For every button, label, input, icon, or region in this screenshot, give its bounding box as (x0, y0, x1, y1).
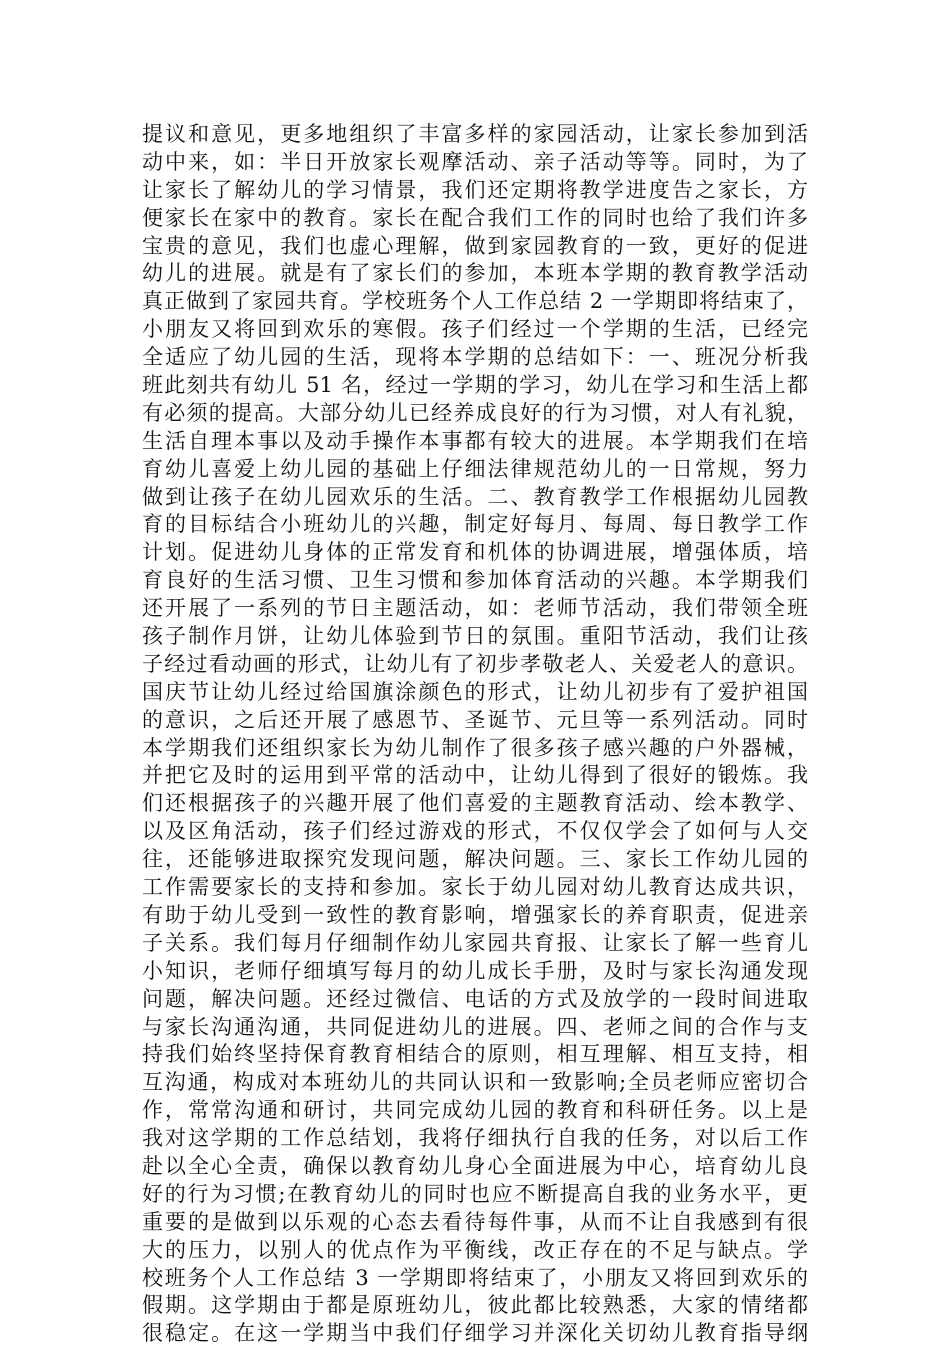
text-line: 子关系。我们每月仔细制作幼儿家园共育报、让家长了解一些育儿 (142, 930, 808, 955)
text-line: 子经过看动画的形式，让幼儿有了初步孝敬老人、关爱老人的意识。 (142, 651, 808, 676)
text-line: 动中来，如：半日开放家长观摩活动、亲子活动等等。同时，为了 (142, 149, 808, 174)
text-line: 有助于幼儿受到一致性的教育影响，增强家长的养育职责，促进亲 (142, 902, 808, 927)
text-line: 计划。促进幼儿身体的正常发育和机体的协调进展，增强体质，培 (142, 540, 808, 565)
text-line: 育良好的生活习惯、卫生习惯和参加体育活动的兴趣。本学期我们 (142, 568, 808, 593)
text-line: 生活自理本事以及动手操作本事都有较大的进展。本学期我们在培 (142, 428, 808, 453)
text-line: 的意识，之后还开展了感恩节、圣诞节、元旦等一系列活动。同时 (142, 707, 808, 732)
text-line: 班此刻共有幼儿 51 名，经过一学期的学习，幼儿在学习和生活上都 (142, 373, 808, 398)
text-line: 工作需要家长的支持和参加。家长于幼儿园对幼儿教育达成共识， (142, 875, 808, 900)
text-line: 我对这学期的工作总结划，我将仔细执行自我的任务，对以后工作 (142, 1126, 808, 1151)
text-line: 国庆节让幼儿经过给国旗涂颜色的形式，让幼儿初步有了爱护祖国 (142, 679, 808, 704)
text-line: 好的行为习惯;在教育幼儿的同时也应不断提高自我的业务水平，更 (142, 1181, 808, 1206)
body-text (142, 121, 808, 1348)
text-line: 育的目标结合小班幼儿的兴趣，制定好每月、每周、每日教学工作 (142, 512, 808, 537)
text-line: 作，常常沟通和研讨，共同完成幼儿园的教育和科研任务。以上是 (142, 1098, 808, 1123)
text-line: 有必须的提高。大部分幼儿已经养成良好的行为习惯，对人有礼貌， (142, 400, 808, 425)
text-line: 并把它及时的运用到平常的活动中，让幼儿得到了很好的锻炼。我 (142, 763, 808, 788)
text-line: 与家长沟通沟通，共同促进幼儿的进展。四、老师之间的合作与支 (142, 1014, 808, 1039)
text-line: 全适应了幼儿园的生活，现将本学期的总结如下：一、班况分析我 (142, 345, 808, 370)
text-line: 往，还能够进取探究发现问题，解决问题。三、家长工作幼儿园的 (142, 847, 808, 872)
text-line: 互沟通，构成对本班幼儿的共同认识和一致影响;全员老师应密切合 (142, 1070, 808, 1095)
text-line: 持我们始终坚持保育教育相结合的原则，相互理解、相互支持，相 (142, 1042, 808, 1067)
text-line: 幼儿的进展。就是有了家长们的参加，本班本学期的教育教学活动 (142, 261, 808, 286)
text-line: 便家长在家中的教育。家长在配合我们工作的同时也给了我们许多 (142, 205, 808, 230)
text-line: 赴以全心全责，确保以教育幼儿身心全面进展为中心，培育幼儿良 (142, 1153, 808, 1178)
text-line: 小朋友又将回到欢乐的寒假。孩子们经过一个学期的生活，已经完 (142, 317, 808, 342)
text-line: 真正做到了家园共育。学校班务个人工作总结 2 一学期即将结束了， (142, 289, 808, 314)
text-line: 假期。这学期由于都是原班幼儿，彼此都比较熟悉，大家的情绪都 (142, 1293, 808, 1318)
text-line: 提议和意见，更多地组织了丰富多样的家园活动，让家长参加到活 (142, 122, 808, 146)
text-line: 孩子制作月饼，让幼儿体验到节日的氛围。重阳节活动，我们让孩 (142, 624, 808, 649)
text-line: 们还根据孩子的兴趣开展了他们喜爱的主题教育活动、绘本教学、 (142, 791, 808, 816)
text-line: 让家长了解幼儿的学习情景，我们还定期将教学进度告之家长，方 (142, 177, 808, 202)
text-line: 育幼儿喜爱上幼儿园的基础上仔细法律规范幼儿的一日常规，努力 (142, 456, 808, 481)
text-line: 以及区角活动，孩子们经过游戏的形式，不仅仅学会了如何与人交 (142, 819, 808, 844)
text-line: 很稳定。在这一学期当中我们仔细学习并深化关切幼儿教育指导纲 (142, 1321, 808, 1346)
text-line: 还开展了一系列的节日主题活动，如：老师节活动，我们带领全班 (142, 596, 808, 621)
text-line: 小知识，老师仔细填写每月的幼儿成长手册，及时与家长沟通发现 (142, 958, 808, 983)
text-line: 大的压力，以别人的优点作为平衡线，改正存在的不足与缺点。学 (142, 1237, 808, 1262)
text-line: 校班务个人工作总结 3 一学期即将结束了，小朋友又将回到欢乐的 (142, 1265, 808, 1290)
text-line: 重要的是做到以乐观的心态去看待每件事，从而不让自我感到有很 (142, 1209, 808, 1234)
text-line: 本学期我们还组织家长为幼儿制作了很多孩子感兴趣的户外器械， (142, 735, 808, 760)
text-line: 问题，解决问题。还经过微信、电话的方式及放学的一段时间进取 (142, 986, 808, 1011)
text-line: 做到让孩子在幼儿园欢乐的生活。二、教育教学工作根据幼儿园教 (142, 484, 808, 509)
text-line: 宝贵的意见，我们也虚心理解，做到家园教育的一致，更好的促进 (142, 233, 808, 258)
